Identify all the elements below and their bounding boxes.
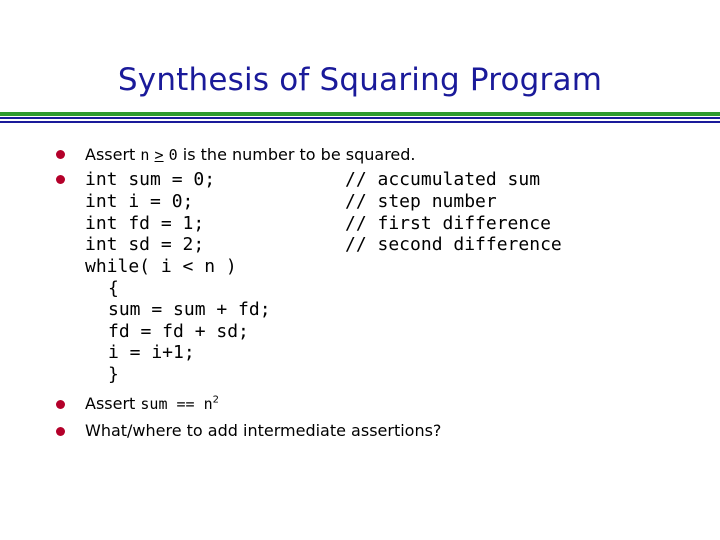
code-comment-2: // step number	[345, 191, 497, 212]
code-comment-1: // accumulated sum	[345, 169, 541, 190]
assert-word: Assert	[85, 145, 136, 164]
title-rule-green	[0, 112, 720, 116]
assert-expr: sum == n	[140, 395, 213, 413]
code-comment-4: // second difference	[345, 234, 562, 255]
code-line-7: sum = sum + fd;	[108, 299, 271, 320]
code-line-5: while( i < n )	[85, 256, 237, 277]
assert-word-2: Assert	[85, 394, 136, 413]
bullet-dot-4	[56, 427, 65, 436]
slide-title: Synthesis of Squaring Program	[117, 62, 603, 98]
code-comment-3: // first difference	[345, 213, 551, 234]
bullet-3-text	[85, 394, 219, 413]
ge-operator: >	[154, 146, 164, 164]
bullet-1-rest: is the number to be squared.	[182, 145, 416, 164]
exponent: 2	[212, 394, 220, 406]
code-line-8: fd = fd + sd;	[108, 321, 249, 342]
var-n: n	[140, 146, 150, 164]
bullet-dot-2	[56, 175, 65, 184]
code-line-2: int i = 0;	[85, 191, 194, 212]
title-rule-blue-1	[0, 117, 720, 119]
code-line-4: int sd = 2;	[85, 234, 205, 255]
code-line-10: }	[108, 364, 119, 385]
title-rule-blue-2	[0, 121, 720, 123]
bullet-dot-1	[56, 150, 65, 159]
bullet-1-text	[85, 145, 416, 164]
zero-value: 0	[168, 146, 178, 164]
bullet-4-text: What/where to add intermediate assertions?	[85, 421, 442, 440]
code-line-9: i = i+1;	[108, 342, 195, 363]
code-line-3: int fd = 1;	[85, 213, 205, 234]
bullet-dot-3	[56, 400, 65, 409]
code-line-1: int sum = 0;	[85, 169, 216, 190]
code-line-6: {	[108, 278, 119, 299]
